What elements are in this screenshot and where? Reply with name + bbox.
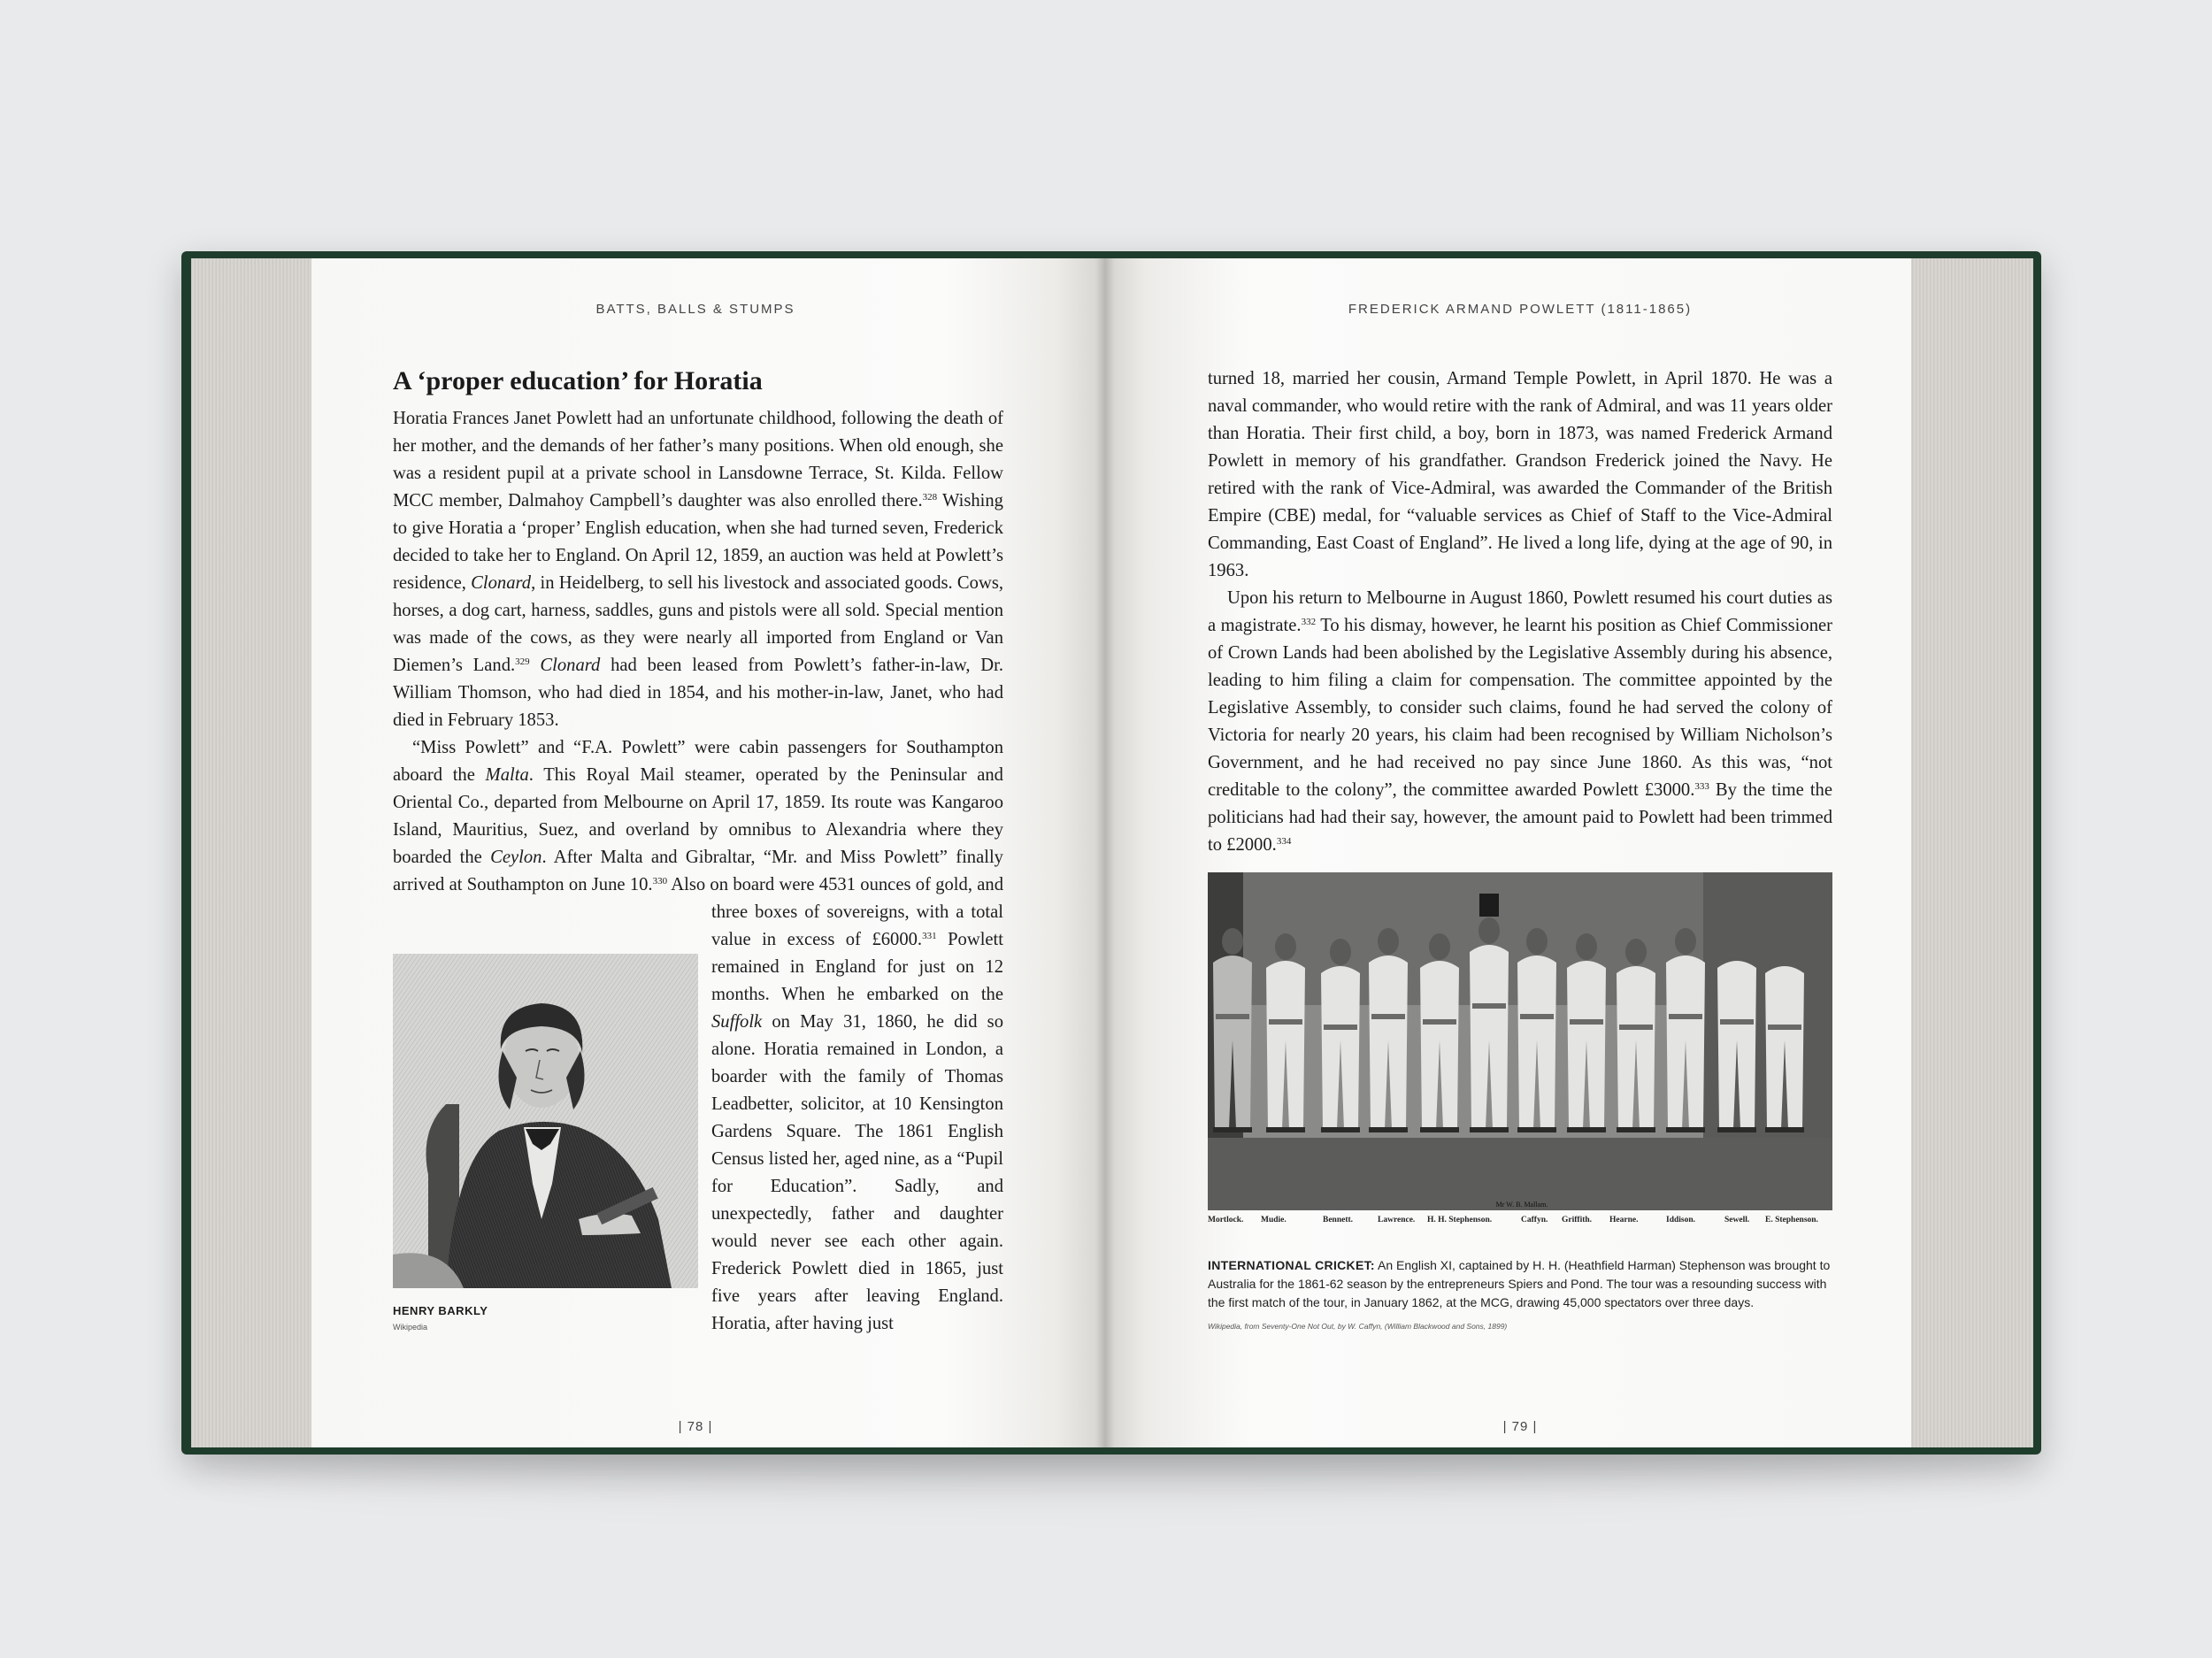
player-label: E. Stephenson. bbox=[1765, 1216, 1818, 1224]
caption-title: HENRY BARKLY bbox=[393, 1304, 488, 1317]
footnote-ref: 328 bbox=[922, 492, 938, 503]
page-number-left: | 78 | bbox=[678, 1419, 713, 1434]
page-block-left bbox=[191, 258, 315, 1447]
portrait-caption bbox=[393, 1304, 694, 1332]
team-photograph bbox=[1208, 872, 1832, 1210]
footnote-ref: 331 bbox=[922, 931, 937, 941]
left-page bbox=[311, 258, 1104, 1447]
page-block-right bbox=[1909, 258, 2033, 1447]
player-label: H. H. Stephenson. bbox=[1427, 1216, 1493, 1224]
player-label: Caffyn. bbox=[1521, 1216, 1548, 1224]
paragraph: Upon his return to Melbourne in August 1860, Powlett resumed his court duties as a magistrate.$^{332}$ To his dismay, however, he learnt his position as Chief Commissioner of Crown Lands had been abolished by the Legislative Assembly during his absence, leading to him filing a claim for compensation. The committee appointed by the Legislative Assembly, to consider such claims, found he had served the colony of Victoria for nearly 20 years, his claim had been recognised by William Nicholson’s Government, and he had received no pay since June 1860. As this was, “not creditable to the colony”, the committee awarded Powlett £3000.$^{333}$ By the time the politicians had had their say, however, the amount paid to Powlett had been trimmed to £2000.$^{334}$ bbox=[1208, 588, 1833, 855]
footnote-ref: 329 bbox=[515, 656, 530, 667]
caption-credit: Wikipedia, from Seventy-One Not Out, by W. Caffyn, (William Blackwood and Sons, 1899) bbox=[1208, 1322, 1508, 1331]
footnote-ref: 330 bbox=[652, 876, 668, 887]
book-gutter bbox=[1095, 258, 1115, 1447]
section-heading: A ‘proper education’ for Horatia bbox=[393, 366, 763, 395]
caption-credit: Wikipedia bbox=[393, 1323, 428, 1332]
photo-caption bbox=[1208, 1256, 1832, 1336]
paragraph: turned 18, married her cousin, Armand Temple Powlett, in April 1870. He was a naval commander, who would retire with the rank of Admiral, and was 11 years older than Horatia. Their first child, a boy, born in 1873, was named Frederick Armand Powlett in memory of his grandfather. Grandson Frederick joined the Navy. He retired with the rank of Vice-Admiral, was awarded the Commander of the British Empire (CBE) medal, for “valuable services as Chief of Staff to the Vice-Admiral Commanding, East Coast of England”. He lived a long life, dying at the age of 90, in 1963. bbox=[1208, 369, 1832, 580]
footnote-ref: 334 bbox=[1276, 836, 1292, 847]
footnote-ref: 333 bbox=[1694, 781, 1709, 792]
player-label: Bennett. bbox=[1323, 1216, 1354, 1224]
photo-top-label: Mr W. B. Mallam. bbox=[1495, 1201, 1548, 1209]
right-body-text bbox=[1208, 365, 1832, 859]
player-label: Sewell. bbox=[1724, 1216, 1750, 1224]
paragraph: Horatia Frances Janet Powlett had an unfortunate childhood, following the death of her mother, and the demands of her father’s many positions. When old enough, she was a resident pupil at a private school in Lansdowne Terrace, St. Kilda. Fellow MCC member, Dalmahoy Campbell’s daughter was also enrolled there.$^{328}$ Wishing to give Horatia a ‘proper’ English education, when she had turned seven, Frederick decided to take her to England. On April 12, 1859, an auction was held at Powlett’s residence, Clonard, in Heidelberg, to sell his livestock and associated goods. Cows, horses, a dog cart, harness, saddles, guns and pistols were all sold. Special mention was made of the cows, as they were nearly all imported from England or Van Diemen’s Land.$^{329}$ Clonard had been leased from Powlett’s father-in-law, Dr. William Thomson, who had died in 1854, and his mother-in-law, Janet, who had died in February 1853. bbox=[393, 409, 1004, 730]
player-label: Griffith. bbox=[1562, 1216, 1593, 1224]
footnote-ref: 332 bbox=[1301, 617, 1317, 627]
paragraph: “Miss Powlett” and “F.A. Powlett” were cabin passengers for Southampton aboard the Malta. This Royal Mail steamer, operated by the Peninsular and Oriental Co., departed from Melbourne on April 17, 1859. Its route was Kangaroo Island, Mauritius, Suez, and overland by omnibus to Alexandria where they boarded the Ceylon. After Malta and Gibraltar, “Mr. and Miss Powlett” finally arrived at Southampton on June 10.$^{330}$ Also on board were 4531 ounces of gold, and three boxes of sovereigns, with a total value in excess of £6000.$^{331}$ Powlett remained in England for just on 12 months. When he embarked on the Suffolk on May 31, 1860, he did so alone. Horatia remained in London, a boarder with the family of Thomas Leadbetter, solicitor, at 10 Kensington Gardens Square. The 1861 English Census listed her, aged nine, as a “Pupil for Education”. Sadly, and unexpectedly, father and daughter would never see each other again. Frederick Powlett died in 1865, just five years after leaving England. Horatia, after having just bbox=[393, 738, 1004, 1333]
caption-text: An English XI, captained by H. H. (Heathfield Harman) Stephenson was brought to Australia for the 1861-62 season by the entrepreneurs Spiers and Pond. The tour was a resounding success with the first match of the tour, in January 1862, at the MCG, drawing 45,000 spectators over three days. bbox=[1208, 1258, 1831, 1309]
player-label: Iddison. bbox=[1666, 1216, 1696, 1224]
player-label: Mortlock. bbox=[1208, 1216, 1244, 1224]
right-page bbox=[1104, 258, 1911, 1447]
cricket-team-illustration bbox=[1208, 872, 1832, 1210]
player-label: Mudie. bbox=[1261, 1216, 1286, 1224]
caption-title: INTERNATIONAL CRICKET: bbox=[1208, 1258, 1375, 1272]
portrait-illustration bbox=[393, 954, 698, 1288]
player-label: Hearne. bbox=[1609, 1216, 1639, 1224]
page-number-right: | 79 | bbox=[1502, 1419, 1538, 1434]
portrait-engraving bbox=[393, 954, 698, 1288]
player-label: Lawrence. bbox=[1378, 1216, 1416, 1224]
player-labels bbox=[1208, 1216, 1832, 1242]
running-head-right: FREDERICK ARMAND POWLETT (1811-1865) bbox=[1348, 302, 1693, 317]
running-head-left: BATTS, BALLS & STUMPS bbox=[595, 302, 795, 317]
